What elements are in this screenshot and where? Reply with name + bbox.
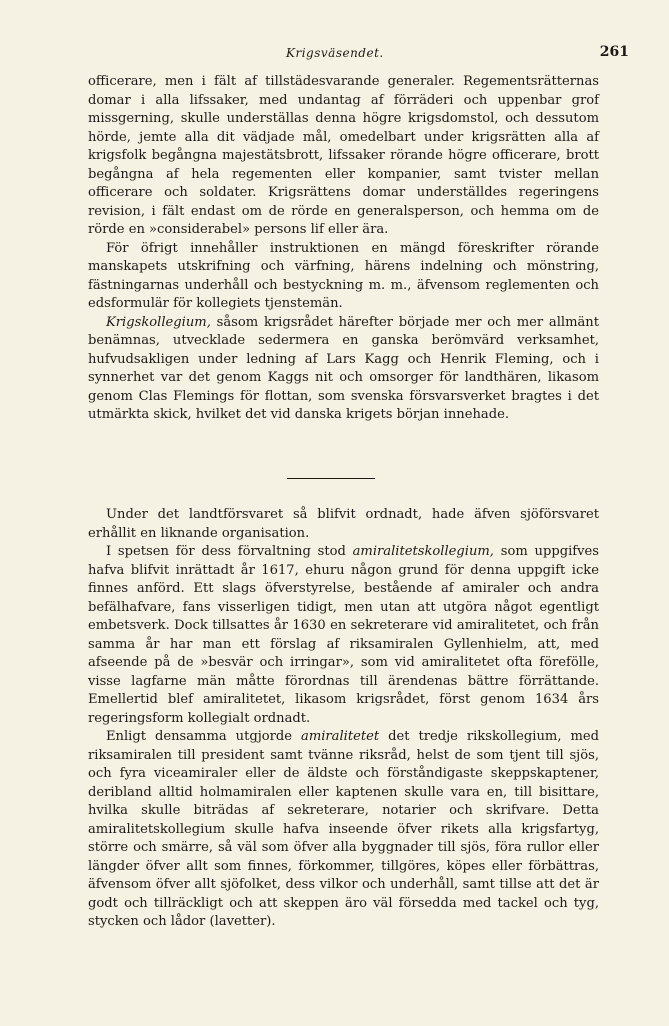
paragraph-text: som uppgifves hafva blifvit inrättadt år 1617, ehuru någon grund för denna uppgift icke finnes anförd. Ett slags öfverstyrelse, bestående af amiraler och andra befälhafvare, fans visserligen tidigt, men utan att utgöra något egentligt embetsverk. Dock tillsattes år 1630 en sekreterare vid amiralitetet, och från samma år har man ett förslag af riksamiralen Gyllenhielm, att, med afseende på de »besvär och irringar», som vid amiralitetet ofta förefölle, visse lagfarne män måtte förordnas till ärendenas bättre förrättande. Emellertid blef amiralitetet, likasom krigsrådet, först genom 1634 års regeringsform kollegialt ordnadt. <box>88 544 599 726</box>
paragraph-text: Enligt densamma utgjorde <box>106 729 302 744</box>
italic-term: Krigskollegium, <box>106 314 211 330</box>
paragraph <box>88 314 599 425</box>
paragraph-text: såsom krigsrådet härefter började mer och mer allmänt benämnas, utvecklade sedermera en ganska berömvärd verksamhet, hufvudsakligen under ledning af Lars Kagg och Henrik Fleming, och i synnerhet var det genom Kaggs nit och omsorger för landthären, likasom genom Clas Flemings för flottan, som svenska försvarsverket bragtes i det utmärkta skick, hvilket det vid danska krigets början innehade. <box>88 314 599 422</box>
paragraph: officerare, men i fält af tillstädesvarande generaler. Regementsrätternas domar i alla lifssaker, med undantag af förräderi och uppenbar grof missgerning, skulle underställas denna högre krigsdomstol, och dessutom hörde, jemte alla dit vädjade mål, omedelbart under krigsrätten alla af krigsfolk begångna majestätsbrott, lifssaker rörande högre officerare, brott begångna af hela regementen eller kompanier, samt tvister mellan officerare och soldater. Krigsrättens domar underställdes regeringens revision, i fält endast om de rörde en generalsperson, och hemma om de rörde en »considerabel» persons lif eller ära. <box>88 74 599 237</box>
paragraph: För öfrigt innehåller instruktionen en mängd föreskrifter rörande manskapets utskrifning och värfning, härens indelning och mönstring, fästningarnas underhåll och bestyckning m. m., äfvensom reglementen och edsformulär för kollegiets tjenstemän. <box>88 240 599 311</box>
paragraph <box>88 728 599 932</box>
italic-term: amiralitetet <box>301 729 380 744</box>
running-title: Krigsväsendet. <box>286 46 384 60</box>
paragraph-text: I spetsen för dess förvaltning stod <box>106 544 353 559</box>
section-amiralitet <box>88 506 599 932</box>
paragraph-text: det tredje rikskollegium, med riksamiralen till president samt tvänne riksråd, helst de som tjent till sjös, och fyra viceamiraler eller de äldste och förståndigaste skeppskaptener, deribland alltid holmamiralen eller kaptenen skulle vara en, till bisittare, hvilka skulle biträdas af sekreterare, notarier och skrifvare. Detta amiralitetskollegium skulle hafva inseende öfver rikets alla krigsfartyg, större och smärre, så väl som öfver alla byggnader till sjös, föra rullor eller längder öfver allt som finnes, förkommer, tillgöres, köpes eller förbättras, äfvensom öfver allt sjöfolket, dess vilkor och underhåll, samt tillse att det är godt och tillräckligt och att skeppen äro väl försedda med tackel och tyg, stycken och lådor (lavetter). <box>88 729 599 929</box>
section-divider <box>287 478 375 479</box>
running-head <box>90 46 629 66</box>
italic-term: amiralitetskollegium, <box>352 544 494 559</box>
paragraph <box>88 543 599 728</box>
paragraph: Under det landtförsvaret så blifvit ordnadt, hade äfven sjöförsvaret erhållit en liknande organisation. <box>88 507 599 541</box>
page-number: 261 <box>599 44 629 60</box>
section-krigskollegium <box>88 73 599 425</box>
